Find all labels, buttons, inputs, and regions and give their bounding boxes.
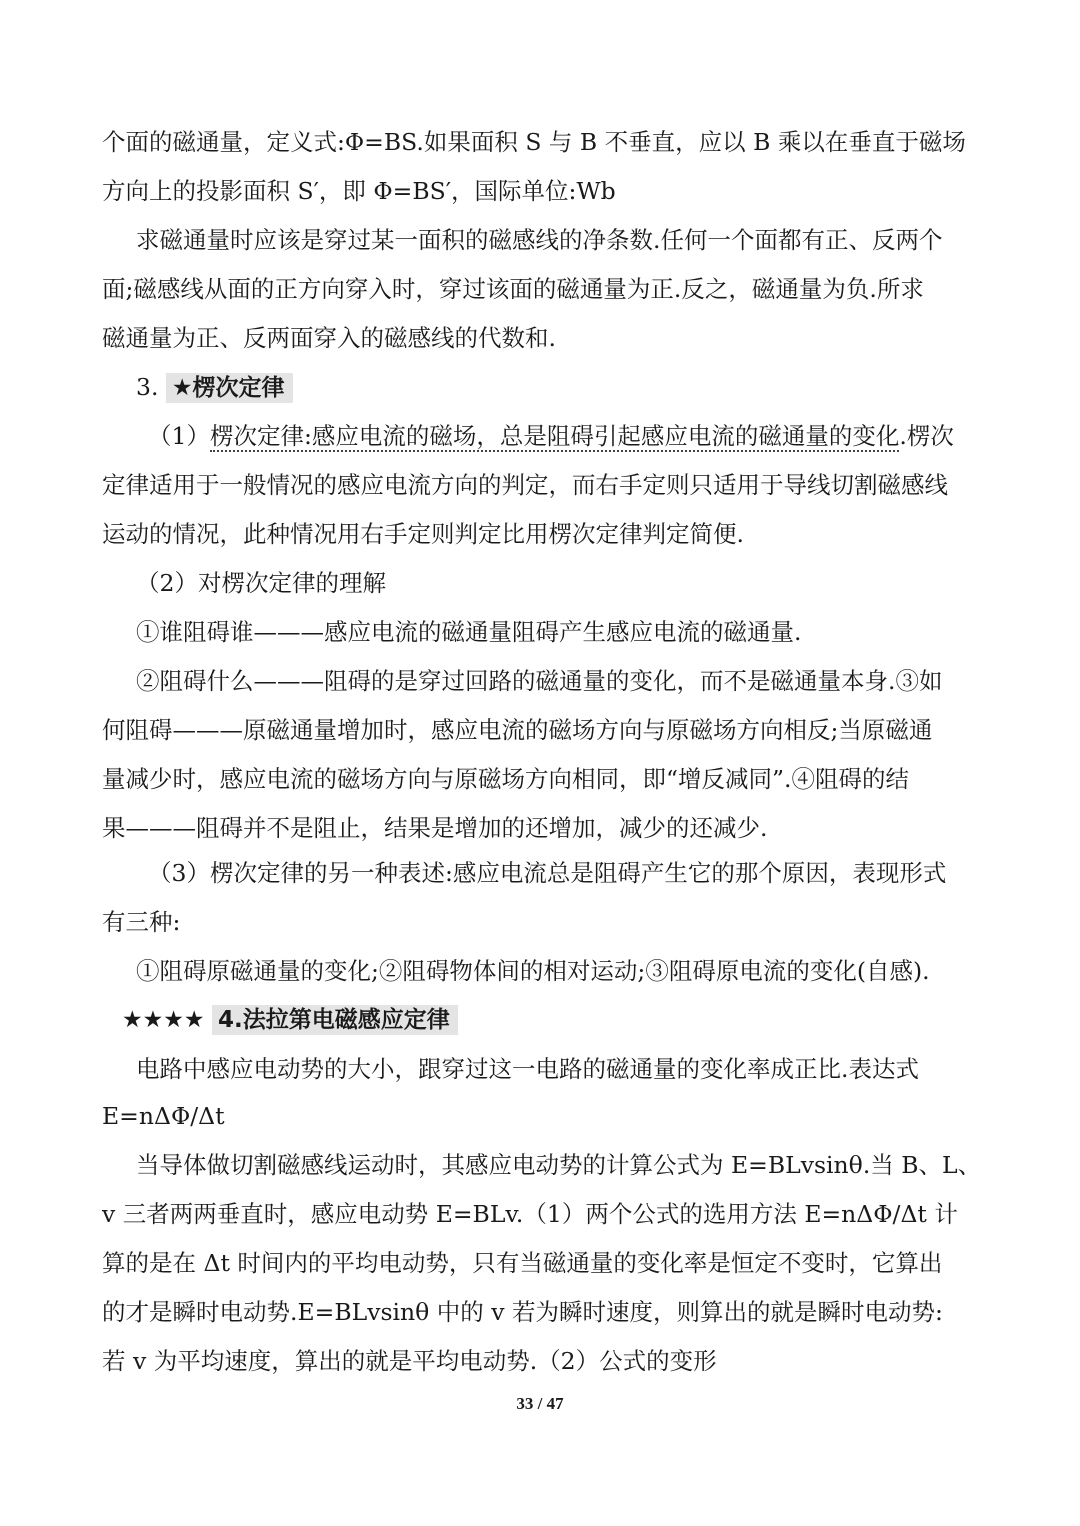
text-line: 运动的情况，此种情况用右手定则判定比用楞次定律判定简便. bbox=[102, 520, 744, 548]
formula-line: E=nΔΦ/Δt bbox=[102, 1102, 225, 1130]
text-line: 何阻碍———原磁通量增加时，感应电流的磁场方向与原磁场方向相反;当原磁通 bbox=[102, 716, 933, 744]
text-line: 电路中感应电动势的大小，跟穿过这一电路的磁通量的变化率成正比.表达式 bbox=[136, 1055, 919, 1083]
text-line: 若 v 为平均速度，算出的就是平均电动势.（2）公式的变形 bbox=[102, 1347, 717, 1375]
text-line: 磁通量为正、反两面穿入的磁感线的代数和. bbox=[102, 324, 556, 352]
text-line: 量减少时，感应电流的磁场方向与原磁场方向相同，即“增反减同”.④阻碍的结 bbox=[102, 765, 909, 793]
section-heading-4 bbox=[122, 1004, 458, 1035]
text-line: 方向上的投影面积 S′，即 Φ=BS′，国际单位:Wb bbox=[102, 177, 616, 205]
text-line: 个面的磁通量，定义式:Φ=BS.如果面积 S 与 B 不垂直，应以 B 乘以在垂直于磁场 bbox=[102, 128, 966, 156]
text-line: 有三种: bbox=[102, 908, 181, 936]
text-line: 定律适用于一般情况的感应电流方向的判定，而右手定则只适用于导线切割磁感线 bbox=[102, 471, 948, 499]
heading-title: 4.法拉第电磁感应定律 bbox=[212, 1005, 458, 1035]
text-line: 的才是瞬时电动势.E=BLvsinθ 中的 v 若为瞬时速度，则算出的就是瞬时电动势: bbox=[102, 1298, 943, 1326]
text-line: ①阻碍原磁通量的变化;②阻碍物体间的相对运动;③阻碍原电流的变化(自感). bbox=[136, 957, 930, 985]
text-line: v 三者两两垂直时，感应电动势 E=BLv.（1）两个公式的选用方法 E=nΔΦ/Δt 计 bbox=[102, 1200, 958, 1228]
text-line: 求磁通量时应该是穿过某一面积的磁感线的净条数.任何一个面都有正、反两个 bbox=[136, 226, 943, 254]
page-number: 33 / 47 bbox=[516, 1394, 564, 1413]
text-line: 算的是在 Δt 时间内的平均电动势，只有当磁通量的变化率是恒定不变时，它算出 bbox=[102, 1249, 943, 1277]
law-definition: 楞次定律:感应电流的磁场，总是阻碍引起感应电流的磁通量的变化 bbox=[209, 422, 900, 450]
text-line: 面;磁感线从面的正方向穿入时，穿过该面的磁通量为正.反之，磁通量为负.所求 bbox=[102, 275, 924, 303]
text-line: （2）对楞次定律的理解 bbox=[136, 569, 386, 597]
text-line bbox=[148, 421, 954, 451]
text-line: 当导体做切割磁感线运动时，其感应电动势的计算公式为 E=BLvsinθ.当 B、L、 bbox=[136, 1151, 982, 1179]
text-line: 果———阻碍并不是阻止，结果是增加的还增加，减少的还减少. bbox=[102, 814, 768, 842]
text-line: （3）楞次定律的另一种表述:感应电流总是阻碍产生它的那个原因，表现形式 bbox=[148, 859, 947, 887]
section-heading-3 bbox=[136, 372, 293, 403]
heading-title: ★楞次定律 bbox=[166, 373, 293, 403]
heading-number: 3. bbox=[136, 373, 159, 401]
text-fragment: .楞次 bbox=[899, 422, 954, 450]
star-rating: ★★★★ bbox=[122, 1007, 205, 1033]
text-line: ②阻碍什么———阻碍的是穿过回路的磁通量的变化，而不是磁通量本身.③如 bbox=[136, 667, 943, 695]
item-number: （1） bbox=[148, 422, 210, 450]
text-line: ①谁阻碍谁———感应电流的磁通量阻碍产生感应电流的磁通量. bbox=[136, 618, 802, 646]
